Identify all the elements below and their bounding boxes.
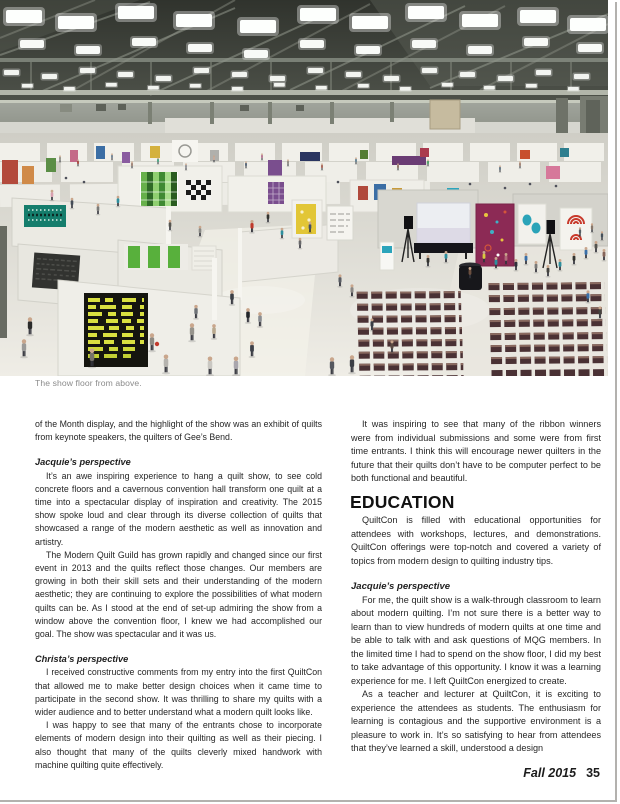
footer-issue: Fall 2015 bbox=[523, 766, 577, 780]
right-column bbox=[351, 418, 601, 756]
projection-screen bbox=[414, 203, 473, 259]
magenta-quilt-panel bbox=[476, 204, 514, 266]
page-edge-right bbox=[615, 2, 617, 802]
body-paragraph: It’s an awe inspiring experience to hang a quilt show, to see cold concrete floors and a cavernous convention hall transform one quilt at a time into a spectacular display of inspiration and creativity. The 2015 show spoke loud and clear through its diverse collection of quilts that showcased a range of the modern aesthetic as well as innovation and artistry. bbox=[35, 470, 322, 547]
red-arc-quilt bbox=[560, 208, 592, 250]
body-paragraph: For me, the quilt show is a walk-through classroom to learn about modern quilting. I’m not sure there is a better way to learn than to view hundreds of modern quilts at one time and be able to talk with and ask questions of MQG members. In the limited time I had to spend on the show floor, I did my best to take advantage of this opportunity. I know it was a learning experience for me. I left QuiltCon energized to create. bbox=[351, 594, 601, 686]
blue-blob-quilt bbox=[518, 204, 546, 244]
perspective-subheading: Christa’s perspective bbox=[35, 654, 129, 665]
checkerboard-quilt bbox=[186, 180, 211, 200]
show-floor-photo-illustration bbox=[0, 0, 608, 376]
body-paragraph: of the Month display, and the highlight of the show was an exhibit of quilts from keynote speakers, the quilters of Gee’s Bend. bbox=[35, 419, 322, 443]
yellow-quilt bbox=[296, 204, 316, 234]
body-paragraph: It was inspiring to see that many of the ribbon winners were from individual submissions and some were from first time entrants. I think this will encourage newer quilters in the future that their quilts don’t have to be computer perfect to be both functional and beautiful. bbox=[351, 419, 601, 483]
body-paragraph: I was happy to see that many of the entrants chose to incorporate elements of modern design into their quilting as well as their piecing. I also thought that many of the quilts cleverly mixed handwork with machine quilting quite effectively. bbox=[35, 720, 322, 770]
photo-caption: The show floor from above. bbox=[35, 378, 142, 388]
perspective-subheading: Jacquie’s perspective bbox=[35, 457, 131, 468]
page-footer bbox=[523, 766, 600, 780]
teal-dotted-quilt bbox=[24, 205, 66, 227]
left-column bbox=[35, 418, 322, 772]
page-edge-bottom bbox=[0, 800, 617, 802]
green-blocks-quilt bbox=[140, 172, 178, 206]
body-paragraph: The Modern Quilt Guild has grown rapidly and changed since our first event in 2013 and the quilts reflect those changes. Our members are growing in both their skill sets and their understanding of the modern aesthetic; they are continuing to explore the possibilities of what modern quilts can be. As I stood at the end of set-up admiring the show from a window above the convention floor, I knew we had accomplished our goal. The show was spectacular and it was us. bbox=[35, 549, 322, 640]
show-floor-photo bbox=[0, 0, 608, 376]
body-paragraph: I received constructive comments from my entry into the first QuiltCon that allowed me to make better design choices when it came time to participate in the second show. It was thrilling to share my quilts with a wider audience and to better understand what a modern quilt looks like. bbox=[35, 667, 322, 718]
perspective-subheading: Jacquie’s perspective bbox=[351, 581, 451, 593]
footer-page-number: 35 bbox=[586, 766, 600, 780]
section-heading: EDUCATION bbox=[350, 491, 455, 512]
body-paragraph: As a teacher and lecturer at QuiltCon, it is exciting to experience the attendees as students. The enthusiasm for learning is contagious and the supportive environment is a pleasure to work in. It’s so satisfying to hear from attendees that they’ve learned a skill, understood a design bbox=[351, 689, 601, 754]
body-paragraph: QuiltCon is filled with educational opportunities for attendees with workshops, lectures, and demonstrations. QuiltCon offerings were top-notch and covered a variety of topics from modern design to quilting industry tips. bbox=[351, 515, 601, 566]
